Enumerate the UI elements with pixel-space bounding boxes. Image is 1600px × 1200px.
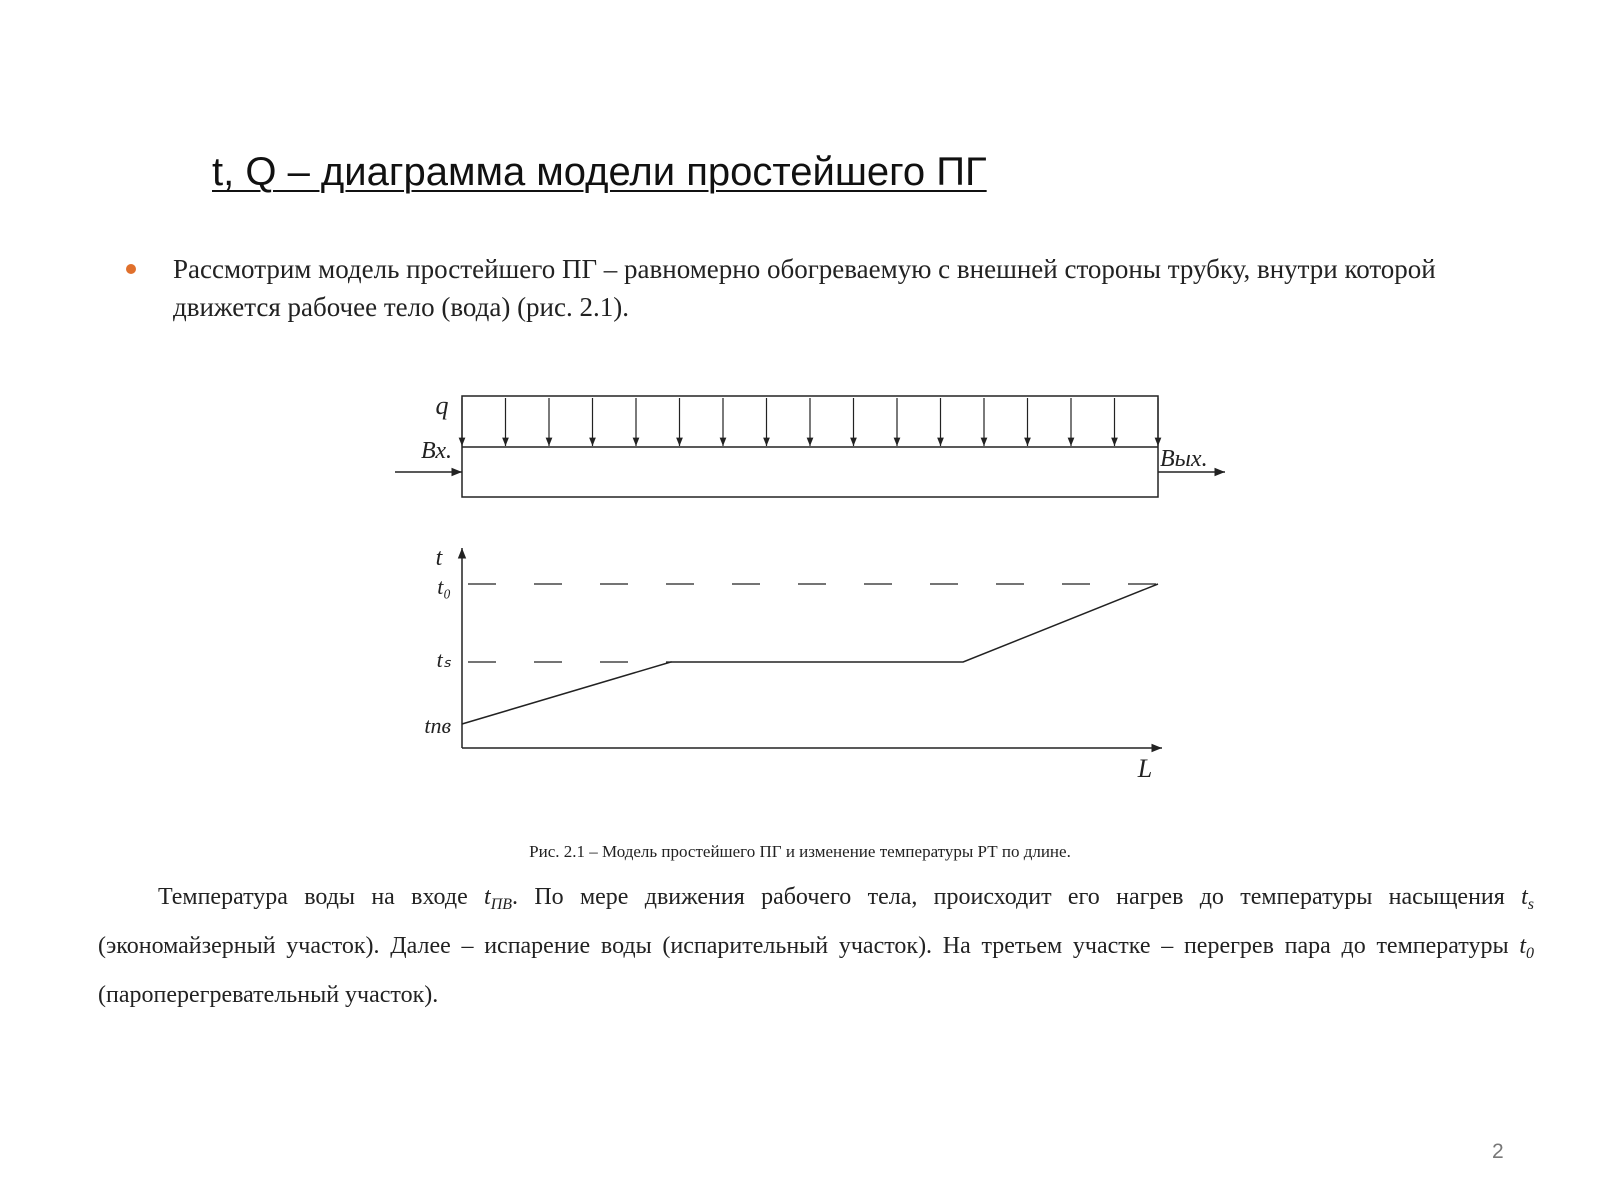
symbol-t-pv: $t_{ПВ}$ [484, 884, 513, 913]
inlet-label: Вх. [421, 438, 452, 464]
body-paragraph [98, 873, 1534, 1020]
figure-caption: Рис. 2.1 – Модель простейшего ПГ и изменение температуры РТ по длине. [529, 842, 1071, 861]
symbol-t-s: $t_s$ [1521, 884, 1535, 913]
para-part-3: (экономайзерный участок). Далее – испарение воды (испарительный участок). На третьем участке – перегрев пара до температуры [98, 933, 1520, 959]
x-axis-label: L [1137, 754, 1153, 783]
q-label: q [435, 391, 449, 420]
temperature-chart [424, 545, 1162, 783]
para-part-4: (пароперегревательный участок). [98, 982, 439, 1008]
temperature-series-line [462, 584, 1158, 724]
symbol-t-0: $t_0$ [1519, 933, 1534, 962]
heat-flux-arrows [462, 398, 1158, 446]
y-tick-ts: tₛ [436, 647, 451, 672]
para-part-1: Температура воды на входе [158, 884, 485, 910]
para-part-2: . По мере движения рабочего тела, происходит его нагрев до температуры насыщения [512, 884, 1522, 910]
slide-title: t, Q – диаграмма модели простейшего ПГ [212, 150, 987, 194]
bullet-text: Рассмотрим модель простейшего ПГ – равномерно обогреваемую с внешней стороны трубку, внутри которой движется рабочее тело (вода) (рис. 2.1). [173, 254, 1436, 322]
y-axis-label: t [435, 545, 443, 571]
y-tick-tpv: tпв [424, 713, 451, 738]
outlet-label: Вых. [1160, 446, 1208, 472]
y-tick-t0: t₀ [437, 574, 451, 599]
tube-schematic [395, 391, 1225, 497]
page-number: 2 [1492, 1140, 1504, 1163]
